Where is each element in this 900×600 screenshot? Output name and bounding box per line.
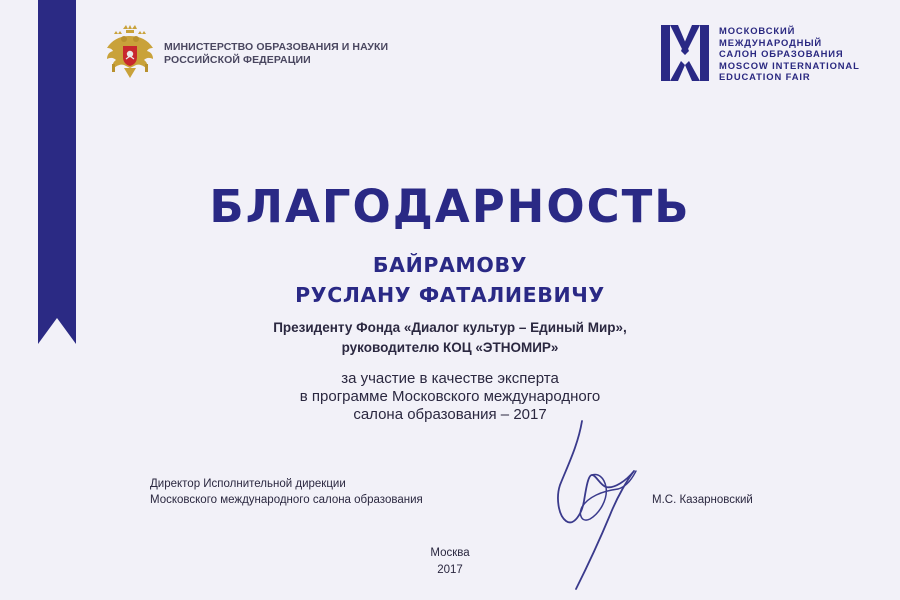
recipient-surname: БАЙРАМОВУ xyxy=(372,253,528,277)
position-line: Президенту Фонда «Диалог культур – Единый Мир», xyxy=(273,320,627,335)
reason-line: за участие в качестве эксперта xyxy=(341,370,559,387)
fair-name-line: MOSCOW INTERNATIONAL xyxy=(719,59,860,71)
mmso-m-logo-icon xyxy=(661,25,709,81)
ministry-name xyxy=(164,41,388,67)
reason-line: салона образования – 2017 xyxy=(353,406,547,423)
signer-name: М.С. Казарновский xyxy=(652,494,753,506)
ministry-name-line: МИНИСТЕРСТВО ОБРАЗОВАНИЯ И НАУКИ xyxy=(164,41,389,53)
recipient-name xyxy=(0,250,900,310)
fair-name-line: EDUCATION FAIR xyxy=(719,71,811,83)
fair-name-line: МОСКОВСКИЙ xyxy=(719,25,796,36)
place-and-year xyxy=(0,545,900,579)
director-title-line: Директор Исполнительной дирекции xyxy=(150,478,346,490)
place-year: 2017 xyxy=(437,564,463,576)
award-reason xyxy=(0,370,900,424)
ministry-name-line: РОССИЙСКОЙ ФЕДЕРАЦИИ xyxy=(164,54,311,66)
certificate-title: БЛАГОДАРНОСТЬ xyxy=(209,180,691,233)
director-title-line: Московского международного салона образования xyxy=(150,494,423,506)
recipient-given-name: РУСЛАНУ ФАТАЛИЕВИЧУ xyxy=(295,283,605,307)
reason-line: в программе Московского международного xyxy=(299,388,601,405)
fair-name-line: САЛОН ОБРАЗОВАНИЯ xyxy=(719,48,844,60)
place-city: Москва xyxy=(430,547,470,559)
position-line: руководителю КОЦ «ЭТНОМИР» xyxy=(341,340,559,355)
fair-name xyxy=(719,25,860,83)
ministry-header xyxy=(104,24,388,82)
director-title xyxy=(150,476,423,508)
fair-header xyxy=(661,25,860,83)
russian-coat-of-arms-icon xyxy=(104,24,156,82)
recipient-position xyxy=(0,318,900,358)
fair-name-line: МЕЖДУНАРОДНЫЙ xyxy=(719,36,823,48)
